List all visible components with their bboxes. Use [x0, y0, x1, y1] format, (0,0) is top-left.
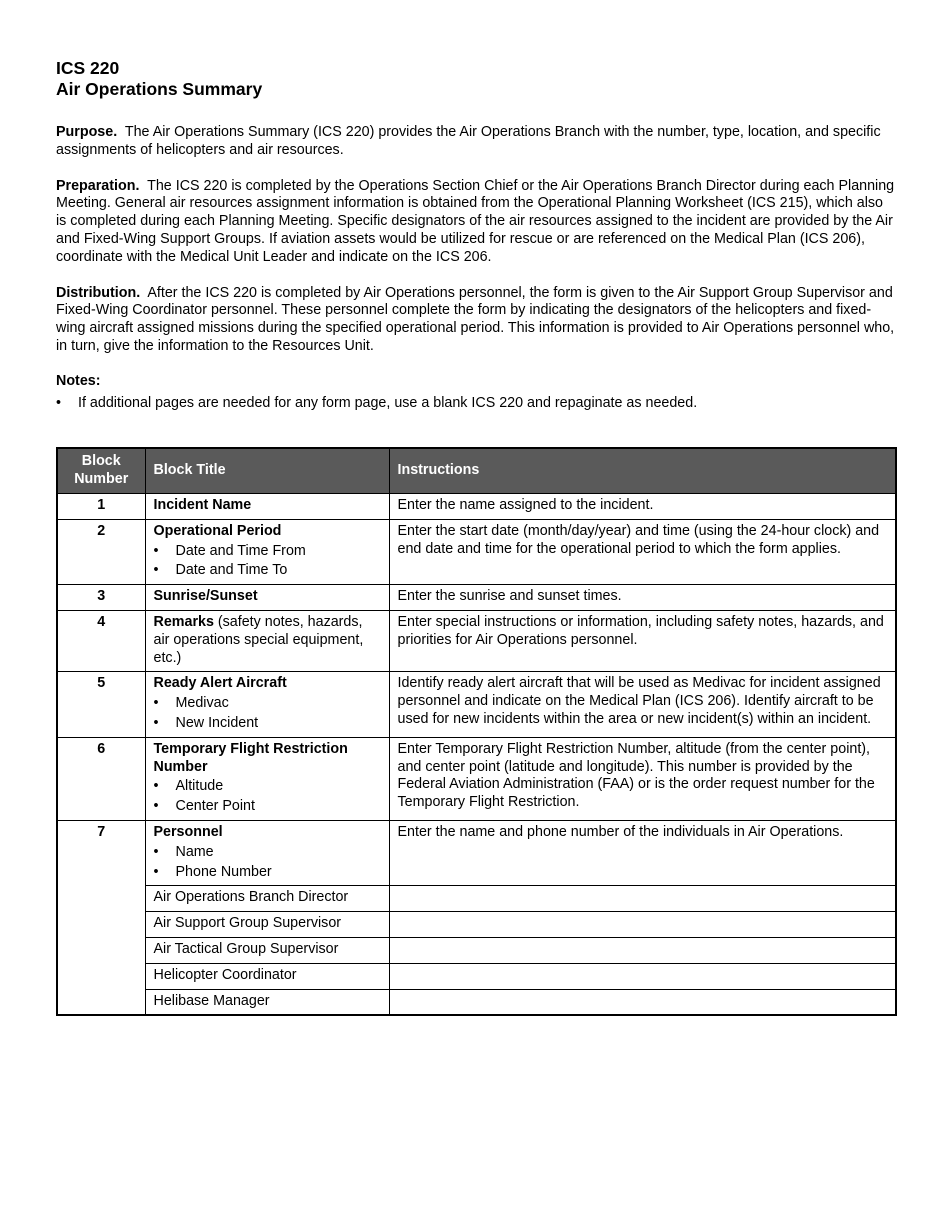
- field-list: [154, 695, 381, 733]
- list-item: [154, 715, 381, 733]
- instructions-cell: Enter the name assigned to the incident.: [389, 494, 896, 520]
- block-title-cell: [145, 737, 389, 820]
- list-item-label: Date and Time From: [175, 542, 306, 559]
- note-item: [56, 395, 896, 413]
- personnel-entry: [389, 912, 896, 938]
- personnel-entry: [389, 963, 896, 989]
- personnel-role: Helibase Manager: [145, 989, 389, 1015]
- personnel-entry: [389, 989, 896, 1015]
- distribution-label: Distribution.: [56, 284, 141, 301]
- block-number: 2: [57, 519, 145, 584]
- preparation-paragraph: [56, 178, 896, 267]
- bullet-icon: •: [153, 863, 159, 880]
- bullet-icon: •: [153, 542, 159, 559]
- block-title: Remarks: [153, 613, 214, 630]
- block-title-cell: [145, 494, 389, 520]
- table-row: [57, 585, 896, 611]
- personnel-row: [57, 989, 896, 1015]
- block-number: 6: [57, 737, 145, 820]
- list-item: [154, 864, 381, 882]
- personnel-entry: [389, 937, 896, 963]
- header-instructions: Instructions: [389, 448, 896, 494]
- form-title: Air Operations Summary: [56, 79, 263, 99]
- personnel-row: [57, 886, 896, 912]
- distribution-paragraph: [56, 285, 896, 356]
- block-number: 3: [57, 585, 145, 611]
- block-title: Operational Period: [153, 522, 282, 539]
- block-title-detail: (safety notes, hazards, air operations special equipment, etc.): [153, 613, 364, 666]
- table-row: [57, 672, 896, 737]
- purpose-label: Purpose.: [56, 124, 118, 140]
- notes-heading: Notes:: [56, 372, 101, 389]
- block-number: 1: [57, 494, 145, 520]
- list-item-label: Phone Number: [175, 863, 272, 880]
- bullet-icon: •: [56, 394, 62, 411]
- block-title: Temporary Flight Restriction Number: [153, 740, 348, 775]
- personnel-role: Air Operations Branch Director: [145, 886, 389, 912]
- personnel-row: [57, 963, 896, 989]
- personnel-role: Air Support Group Supervisor: [145, 912, 389, 938]
- bullet-icon: •: [153, 778, 159, 795]
- table-row: [57, 610, 896, 671]
- note-text: If additional pages are needed for any form page, use a blank ICS 220 and repaginate as needed.: [78, 394, 698, 411]
- instructions-cell: Enter the start date (month/day/year) and time (using the 24-hour clock) and end date and time for the operational period to which the form applies.: [389, 519, 896, 584]
- field-list: [154, 844, 381, 882]
- table-row: [57, 494, 896, 520]
- bullet-icon: •: [153, 714, 159, 731]
- block-title-cell: [145, 672, 389, 737]
- list-item: [154, 695, 381, 713]
- preparation-text: The ICS 220 is completed by the Operations Section Chief or the Air Operations Branch Director during each Planning Meeting. General air resources assignment information is obtained from the Operational Planning Worksheet (ICS 215), which also is completed during each Planning Meeting. Specific designators of the air resources assigned to the incident are provided by the Air and Fixed-Wing Support Groups. If aviation assets would be utilized for rescue or are referenced on the Medical Plan (ICS 206), coordinate with the Medical Unit Leader and indicate on the ICS 206.: [56, 177, 895, 265]
- header-block-number: [57, 448, 145, 494]
- block-title: Sunrise/Sunset: [153, 588, 258, 605]
- header-block-line1: Block: [81, 453, 121, 470]
- personnel-row: [57, 912, 896, 938]
- block-number: 4: [57, 610, 145, 671]
- list-item: [154, 562, 381, 580]
- bullet-icon: •: [153, 798, 159, 815]
- list-item-label: Date and Time To: [175, 562, 288, 579]
- instructions-cell: Enter the sunrise and sunset times.: [389, 585, 896, 611]
- block-title-cell: [145, 820, 389, 885]
- personnel-role: Air Tactical Group Supervisor: [145, 937, 389, 963]
- block-title: Ready Alert Aircraft: [153, 675, 287, 692]
- personnel-entry: [389, 886, 896, 912]
- purpose-text: The Air Operations Summary (ICS 220) provides the Air Operations Branch with the number, type, location, and specific assignments of helicopters and air resources.: [56, 124, 881, 158]
- instructions-cell: Enter Temporary Flight Restriction Number, altitude (from the center point), and center point (latitude and longitude). This number is provided by the Federal Aviation Administration (FAA) or is the order request number for the Temporary Flight Restriction.: [389, 737, 896, 820]
- table-header-row: [57, 448, 896, 494]
- instructions-cell: Enter special instructions or information, including safety notes, hazards, and priorities for Air Operations personnel.: [389, 610, 896, 671]
- block-number: 5: [57, 672, 145, 737]
- bullet-icon: •: [153, 843, 159, 860]
- distribution-text: After the ICS 220 is completed by Air Operations personnel, the form is given to the Air Support Group Supervisor and Fixed-Wing Coordinator personnel. These personnel complete the form by indicating the designators of the helicopters and fixed-wing aircraft assigned missions during the specified operational period. This information is provided to Air Operations personnel who, in turn, give the information to the Resources Unit.: [56, 284, 895, 354]
- personnel-row: [57, 937, 896, 963]
- block-title: Personnel: [153, 823, 223, 840]
- table-row: [57, 519, 896, 584]
- personnel-role: Helicopter Coordinator: [145, 963, 389, 989]
- block-title: Incident Name: [153, 497, 252, 513]
- header-block-title: Block Title: [145, 448, 389, 494]
- header-block-line2: Number: [74, 471, 129, 487]
- list-item: [154, 844, 381, 862]
- block-title-cell: [145, 610, 389, 671]
- table-row: [57, 737, 896, 820]
- bullet-icon: •: [153, 562, 159, 579]
- list-item-label: Medivac: [175, 695, 229, 712]
- list-item: [154, 778, 381, 796]
- document-body: [56, 58, 896, 412]
- purpose-paragraph: [56, 124, 896, 160]
- field-list: [154, 543, 381, 581]
- field-list: [154, 778, 381, 816]
- block-title-cell: [145, 519, 389, 584]
- form-number: ICS 220: [56, 58, 120, 78]
- list-item-label: New Incident: [175, 714, 259, 731]
- block-title-cell: [145, 585, 389, 611]
- list-item-label: Altitude: [175, 778, 224, 795]
- preparation-label: Preparation.: [56, 177, 140, 194]
- instructions-cell: Enter the name and phone number of the individuals in Air Operations.: [389, 820, 896, 885]
- instructions-table: [56, 447, 897, 1016]
- list-item: [154, 798, 381, 816]
- instructions-cell: Identify ready alert aircraft that will be used as Medivac for incident assigned personnel and indicate on the Medical Plan (ICS 206). Identify aircraft to be used for new incidents within the area or new incident(s) within an incident.: [389, 672, 896, 737]
- bullet-icon: •: [153, 695, 159, 712]
- block-number: 7: [57, 820, 145, 1015]
- list-item: [154, 543, 381, 561]
- table-row: [57, 820, 896, 885]
- list-item-label: Center Point: [175, 798, 255, 815]
- list-item-label: Name: [175, 843, 214, 860]
